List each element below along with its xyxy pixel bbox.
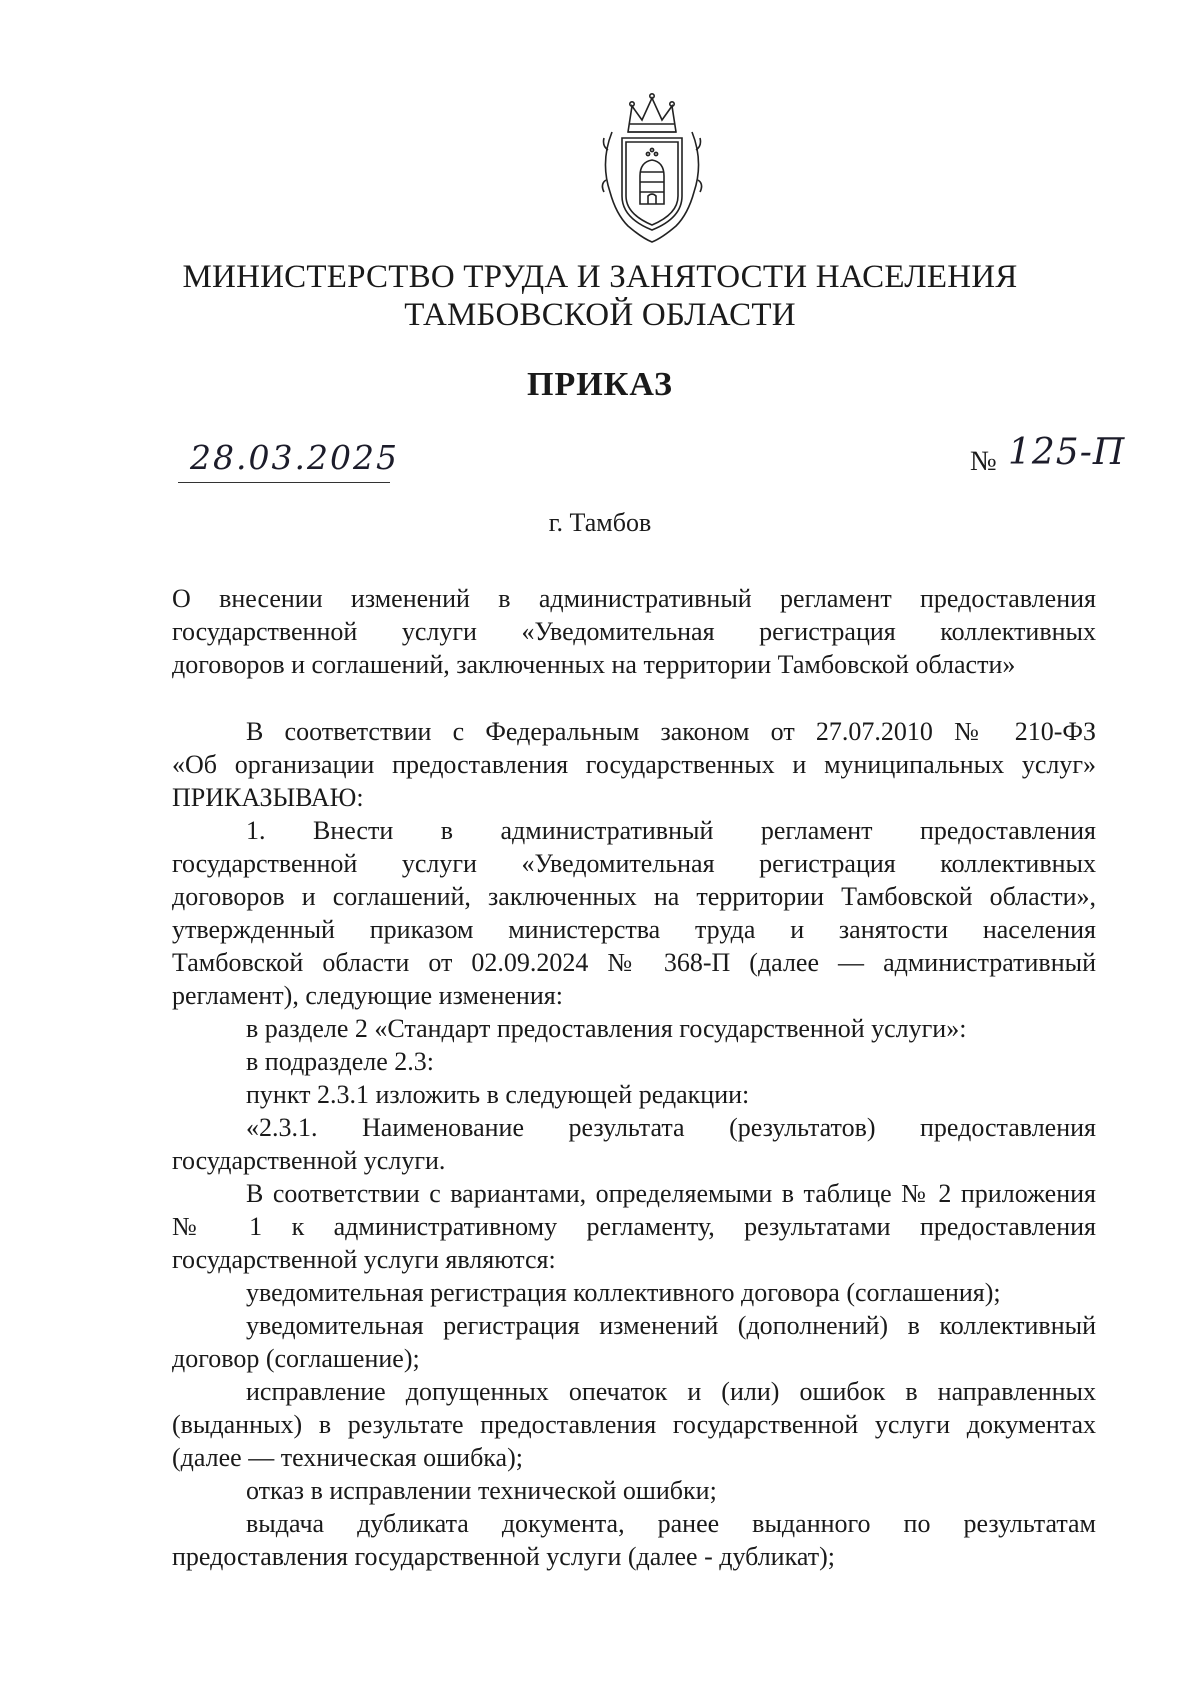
result-item: (далее — техническая ошибка); <box>172 1443 523 1472</box>
subject-line: О внесении изменений в административный регламент предоставления <box>172 584 1096 613</box>
preamble-line: В соответствии с Федеральным законом от 27.07.2010 № 210-ФЗ <box>246 717 1096 746</box>
preamble-line: «Об организации предоставления государственных и муниципальных услуг» <box>172 750 1096 779</box>
clause-2-3-1-line: государственной услуги. <box>172 1146 446 1175</box>
subject-line: договоров и соглашений, заключенных на территории Тамбовской области» <box>172 650 1016 679</box>
item-1-line: государственной услуги «Уведомительная регистрация коллективных <box>172 849 1096 878</box>
result-item: (выданных) в результате предоставления государственной услуги документах <box>172 1410 1096 1439</box>
city-of-issue: г. Тамбов <box>548 508 652 537</box>
result-item: выдача дубликата документа, ранее выданного по результатам <box>246 1509 1096 1538</box>
order-number-handwritten: 125-П <box>1008 432 1126 473</box>
variants-paragraph-line: государственной услуги являются: <box>172 1245 556 1274</box>
tambov-region-coat-of-arms-icon <box>598 92 706 244</box>
subject-line: государственной услуги «Уведомительная регистрация коллективных <box>172 617 1096 646</box>
item-1-line: 1. Внести в административный регламент предоставления <box>246 816 1096 845</box>
date-underline <box>178 482 390 483</box>
ministry-name-line2: ТАМБОВСКОЙ ОБЛАСТИ <box>404 297 796 333</box>
item-1-line: договоров и соглашений, заключенных на территории Тамбовской области», <box>172 882 1096 911</box>
result-item: отказ в исправлении технической ошибки; <box>246 1476 717 1505</box>
result-item: исправление допущенных опечаток и (или) ошибок в направленных <box>246 1377 1096 1406</box>
result-item: уведомительная регистрация изменений (дополнений) в коллективный <box>246 1311 1096 1340</box>
variants-paragraph-line: № 1 к административному регламенту, результатами предоставления <box>172 1212 1096 1241</box>
document-type-title: ПРИКАЗ <box>527 366 673 403</box>
subsection-paragraph: в подразделе 2.3: <box>246 1047 435 1076</box>
order-date-field <box>178 438 399 492</box>
variants-paragraph-line: В соответствии с вариантами, определяемыми в таблице № 2 приложения <box>246 1179 1096 1208</box>
item-1-line: Тамбовской области от 02.09.2024 № 368-П (далее — административный <box>172 948 1096 977</box>
order-directive: ПРИКАЗЫВАЮ: <box>172 783 364 812</box>
point-paragraph: пункт 2.3.1 изложить в следующей редакции: <box>246 1080 750 1109</box>
ministry-name-line1: МИНИСТЕРСТВО ТРУДА И ЗАНЯТОСТИ НАСЕЛЕНИЯ <box>182 259 1018 295</box>
clause-2-3-1-line: «2.3.1. Наименование результата (результатов) предоставления <box>246 1113 1096 1142</box>
order-date-handwritten: 28.03.2025 <box>190 438 399 477</box>
result-item: договор (соглашение); <box>172 1344 420 1373</box>
result-item: уведомительная регистрация коллективного договора (соглашения); <box>246 1278 1001 1307</box>
order-number-label: № <box>970 446 997 477</box>
item-1-line: регламент), следующие изменения: <box>172 981 563 1010</box>
item-1-line: утвержденный приказом министерства труда и занятости населения <box>172 915 1096 944</box>
section-paragraph: в разделе 2 «Стандарт предоставления государственной услуги»: <box>246 1014 967 1043</box>
result-item: предоставления государственной услуги (далее - дубликат); <box>172 1542 835 1571</box>
